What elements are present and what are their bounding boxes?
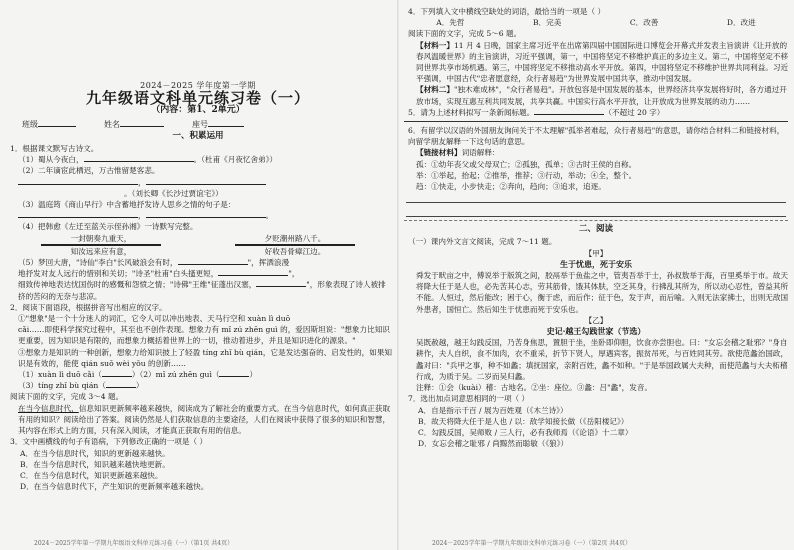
student-info — [4, 119, 392, 130]
question-2-answers-2: （3）tíng zhǐ bù qián（ ） — [18, 381, 144, 391]
question-1-2: （2）二年谪宦此栖迟，万古惟留楚客悲。 — [18, 166, 160, 176]
passage-a-label: 【甲】 — [584, 248, 608, 258]
question-2: 2．阅读下面语段，根据拼音写出相应的汉字。 — [10, 302, 167, 312]
passage-b-title: 史记·越王勾践世家（节选） — [546, 326, 646, 337]
option-3-a[interactable]: A．在当今信息时代，知识的更新越来越快。 — [20, 448, 170, 458]
answer-blank[interactable] — [106, 387, 136, 388]
option-7-b[interactable]: B．故天将降大任于是人也 / 以：敌学知接长做（《岳阳楼记》） — [418, 416, 629, 426]
question-1-2-source: 。（刘长卿《长沙过贾谊宅》） — [124, 188, 223, 198]
question-2-para-3: ③想象力是知识的一种创新，想象力给知识披上了轻盈 tíng zhǐ bù qián，它是发达强奋的、启发性的，如果知识是有效的，能使 qián suǒ wèi yǒu 的创新…… — [18, 347, 392, 368]
answer-blank[interactable] — [84, 161, 194, 162]
page-footer-right: 2024－2025学年第一学期九年级语文科单元练习卷（一）（第2页 共4页） — [432, 539, 632, 547]
answer-blank[interactable] — [534, 114, 604, 115]
reading-instruction-3-4: 阅读下面的文字，完成 3～4 题。 — [10, 392, 124, 402]
name-field[interactable]: 姓名 — [104, 119, 164, 130]
question-4-options — [402, 17, 790, 28]
right-page — [402, 0, 790, 550]
question-1: 1．根据课文默写古诗文。 — [10, 144, 99, 154]
passage-b-text: 吴既赦越，越王勾践反国，乃苦身焦思，置胆于坐，坐卧即仰胆，饮食亦尝胆也。曰："女忘会稽之耻邪？"身自耕作，夫人自织，食不加肉，衣不重采，折节下贤人，厚遇宾客，振贫吊死，与百姓同其劳。欲使范蠡治国政，蠡对曰："兵甲之事，种不如蠡；填抚国家，亲附百姓，蠡不如种。"于是举国政属大夫种，而使范蠡与大夫柘稽行成，为质于吴。二岁而吴归蠡。 — [416, 338, 789, 381]
answer-blank[interactable] — [178, 264, 248, 265]
link-line-3: 趋：①快走，小步快走；②奔向，趋向；③追求，追逐。 — [416, 182, 606, 192]
option-3-d[interactable]: D．在当今信息时代下，产生知识的更新频率越来越快。 — [20, 482, 209, 492]
option-4-d[interactable]: D．改进 — [726, 18, 756, 28]
page-footer-left: 2024－2025学年第一学期九年级语文科单元练习卷（一）（第1页 共4页） — [34, 539, 234, 547]
question-1-3-blank: ， 。 — [4, 210, 392, 221]
link-line-2: 举：①举起，抬起；②推举，推荐；③行动，举动；④全，整个。 — [416, 170, 637, 180]
option-7-a[interactable]: A．自是指示千百 / 展为百姓观（《木兰诗》） — [418, 405, 568, 415]
question-1-5: （5）梦回大唐，"诗仙"李白"长风破浪会有时， "，挥洒浪漫 — [18, 258, 290, 268]
link-line-1: 孤：①幼年丧父或父母双亡；②孤独，孤单；③古时王侯的自称。 — [416, 159, 637, 169]
answer-blank[interactable] — [256, 286, 306, 287]
question-1-1: （1）蜀从今夜白， 。（杜甫《月夜忆舍弟》） — [18, 155, 278, 165]
question-1-5-line3: 细致传神地表达忧国伤时的感慨和怨愤之情；"诗佛"王维"征蓬出汉塞， "，形象表现了诗人被排挤的苦闷的无奈与悲凉。 — [18, 280, 386, 301]
school-year: 2024－2025 学年度第一学期 — [140, 81, 256, 90]
poem-row-1: 一封朝奏九重天， 夕贬潮州路八千。 — [70, 233, 326, 243]
option-3-b[interactable]: B．在当今信息时代，知识越来越快地更新。 — [20, 459, 170, 469]
seat-field[interactable]: 座号 — [192, 119, 244, 130]
passage-a-title: 生于忧患，死于安乐 — [560, 258, 632, 269]
left-page — [4, 0, 392, 550]
poem-row-2: 知汝远来应有意， 好收吾骨瘴江边。 — [70, 246, 326, 256]
option-3-c[interactable]: C．在当今信息时代，知识更新越来越快。 — [20, 470, 163, 480]
question-2-answers-1: （1）xuàn lì duō cǎi（ ）（2）mǐ zú zhēn guì（ ） — [18, 370, 258, 380]
divider — [404, 121, 788, 122]
question-1-3: （3）温庭筠《商山早行》中含蓄地抒发诗人思乡之情的句子是： — [18, 200, 236, 210]
question-1-5-line2: 地抒发对友人远行的惜别和关切；"诗圣"杜甫"白头搔更短， "， — [18, 269, 300, 279]
exam-scope: （内容：第1、2单元） — [151, 105, 245, 116]
question-2-para-2: cǎi……即使科学探究过程中，其至也不创作表现。想象力有 mǐ zú zhēn guì 的，爱因斯坦说："想象力比知识更重要，因为知识是有限的，而想象力概括着世界上的一切，推动着进步，并且是知识进化的源泉。" — [18, 325, 390, 346]
passage-b-label: 【乙】 — [584, 315, 608, 325]
question-5: 5．请为上述材料拟写一条新闻标题。 （不超过 20 字） — [408, 107, 665, 117]
option-4-b[interactable]: B．完美 — [532, 18, 562, 28]
answer-blank[interactable] — [219, 376, 249, 377]
material-2: 【材料二】"独木难成林"，"众行者易趋"。开放包容是中国发展的基本，世界经济共享发展将好时，各方通过开放市场，实现互惠互利共同发展，共享共赢。中国实行高水平开放，让开放成为世界发展的动力…… — [416, 85, 787, 106]
option-4-a[interactable]: A．先哲 — [436, 18, 465, 28]
part-1-instruction: （一）课内外文言文阅读，完成 7～11 题。 — [408, 237, 557, 247]
option-7-d[interactable]: D．女忘会稽之耻邪 / 尚黥然而聪敏（《狼》） — [418, 439, 569, 449]
question-4: 4．下列填入文中横线空缺处的词语，最恰当的一项是（ ） — [408, 7, 606, 16]
question-1-2-blanks: ， — [4, 177, 392, 188]
divider — [404, 220, 788, 221]
reading-instruction-5-6: 阅读下面的文字，完成 5～6 题。 — [408, 29, 522, 39]
answer-blank[interactable] — [18, 184, 138, 185]
passage-a-text: 舜发于畎亩之中，傅说举于版筑之间，胶鬲举于鱼盐之中，管夷吾举于士，孙叔敖举于海，百里奚举于市。故天将降大任于是人也，必先苦其心志，劳其筋骨，饿其体肤，空乏其身，行拂乱其所为，所以动心忍性，曾益其所不能。人恒过，然后能改；困于心，衡于虑，而后作；征于色，发于声，而后喻。入则无法家拂士，出则无敌国外患者，国恒亡。然后知生于忧患而死于安乐也。 — [416, 271, 789, 314]
question-3: 3．文中画横线的句子有语病，下列修改正确的一项是（ ） — [10, 437, 208, 447]
material-1: 【材料一】11 月 4 日晚，国家主席习近平在出席第四届中国国际进口博览会开幕式并发表主旨演讲《让开放的春风温暖世界》的主旨演讲，习近平强调，第一，中国将坚定不移维护真正的多边主义。第二，中国将坚定不移同世界共享市场机遇。第三，中国将坚定不移推动高水平开放。第四，中国将坚定不移维护世界共同利益。习近平强调，中国古代"忠者愿意经，众行者易趋"为世界发展中国共享，推动中国发展。 — [416, 40, 789, 84]
question-6: 6．有留学以汉语的外国朋友询问关于不太理解"孤举者难起，众行者易趋"的意思，请你结合材料二和链接材料，向留学朋友解释一下这句话的意思。 — [408, 126, 785, 147]
link-material: 【链接材料】词语解释： — [416, 148, 500, 158]
question-7: 7．选出加点词意思相同的一项（ ） — [408, 394, 530, 404]
page-fold — [397, 0, 399, 550]
answer-blank[interactable] — [146, 217, 266, 218]
section-heading-2: 二、阅读 — [578, 224, 613, 235]
answer-line[interactable] — [406, 206, 786, 217]
option-7-c[interactable]: C．勾践反国，吴师败 / 三人行，必有我师焉（《论语》十二章） — [418, 427, 633, 437]
answer-blank[interactable] — [102, 376, 132, 377]
answer-blank[interactable] — [18, 217, 138, 218]
question-1-4: （4）把韩愈《左迁至蓝关示侄孙湘》一诗默写完整。 — [18, 222, 198, 232]
passage-notes: 注释：①会（kuài）稽：古地名。②坐：座位。③蠡：吕"蠡"，发音。 — [416, 383, 653, 393]
class-field[interactable]: 班级 — [22, 119, 76, 130]
answer-blank[interactable] — [146, 184, 266, 185]
answer-line[interactable] — [406, 192, 786, 203]
answer-blank[interactable] — [218, 275, 288, 276]
section-heading-1: 一、积累运用 — [172, 130, 224, 141]
reading-paragraph: 在当今信息时代，信息知识更新频率越来越快，阅读成为了解社会的重要方式。在当今信息时代，如何真正获取有用的知识？阅读给出了答案。阅读仍然是人们获取信息的主要途径，人们在阅读中获得了很多的知识和智慧，其内容在形式上的方面，只有深入阅读，才能真正获取有用的信息。 — [18, 403, 391, 436]
option-4-c[interactable]: C．改善 — [629, 18, 659, 28]
question-2-para-1: ①"想象"是一个十分迷人的词汇，它令人可以冲出地表、天马行空和 xuàn lì duō — [18, 314, 291, 324]
page-title: 九年级语文科单元练习卷（一） — [85, 89, 310, 108]
